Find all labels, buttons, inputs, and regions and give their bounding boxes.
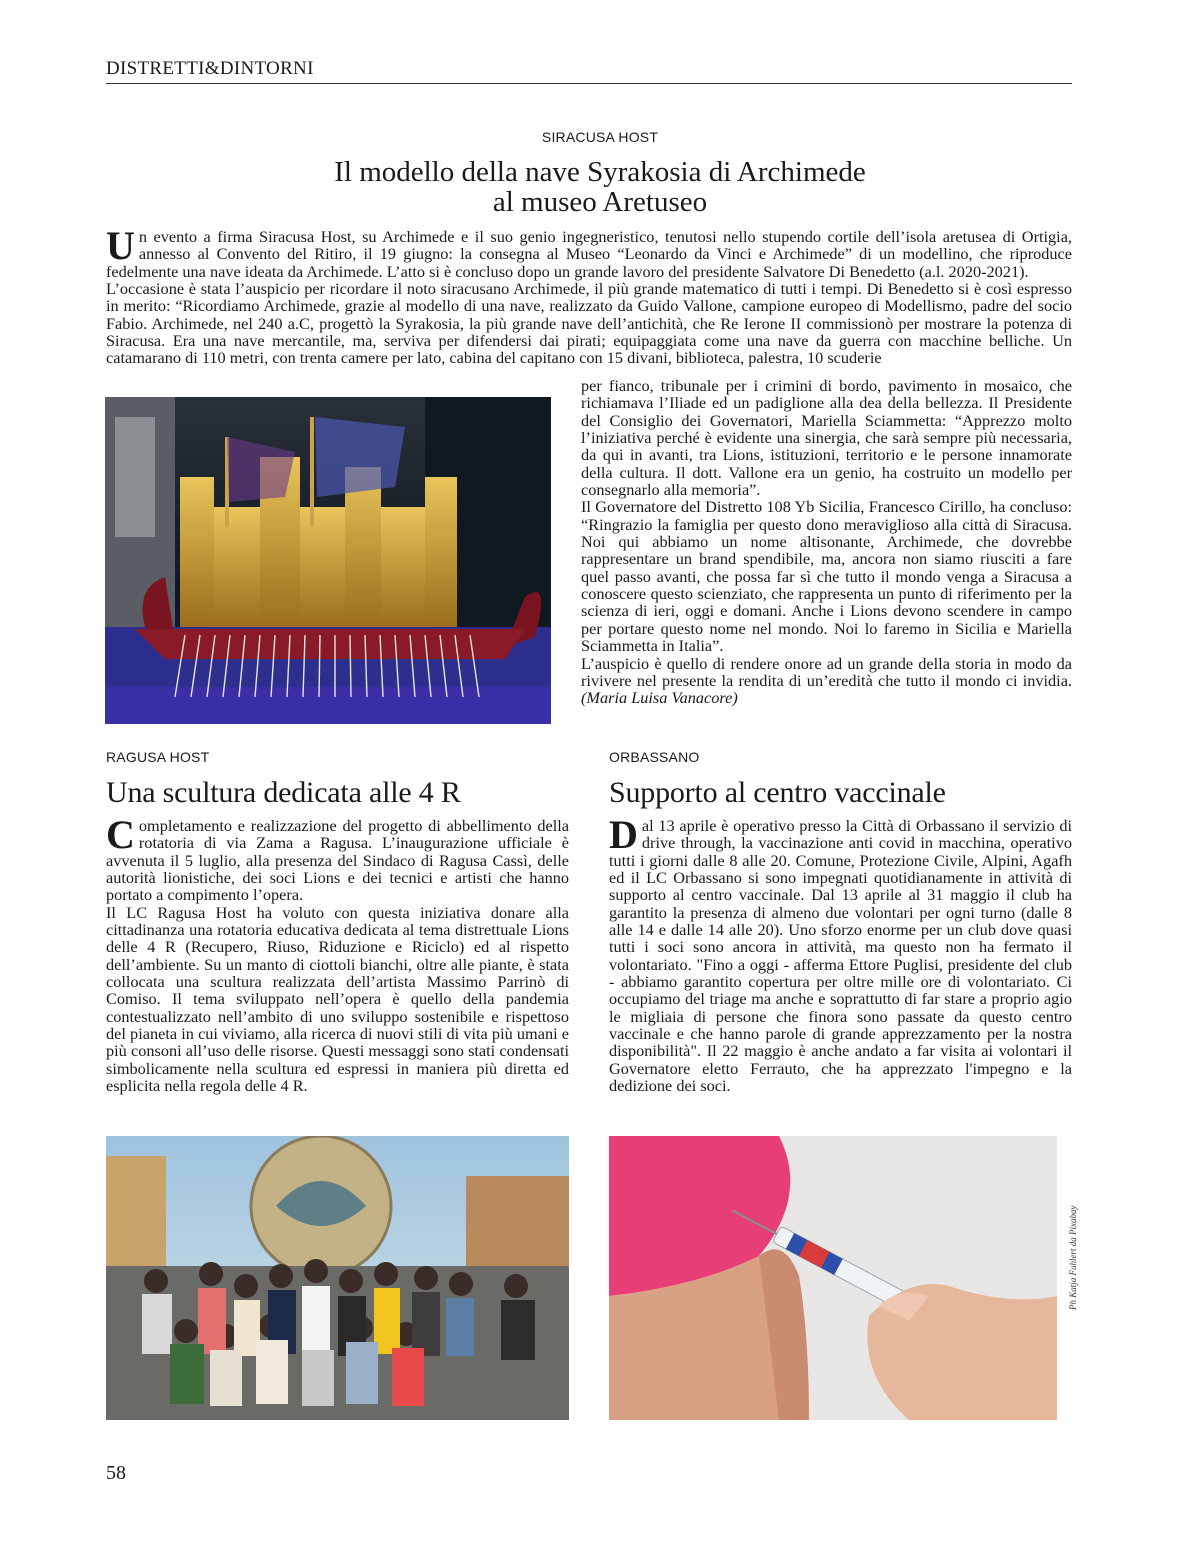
article1-dropcap: U xyxy=(106,223,135,268)
vaccine-photo xyxy=(609,1136,1057,1420)
article1-title xyxy=(0,157,1200,217)
ship-model-photo xyxy=(105,397,551,724)
article3-kicker: ORBASSANO xyxy=(609,749,700,765)
article3-body xyxy=(609,812,1072,1096)
group-photo xyxy=(106,1136,569,1420)
article2-para2: Il LC Ragusa Host ha voluto con questa iniziativa donare alla cittadinanza una rotatoria educativa dedicata al tema distrettuale Lions delle 4 R (Recupero, Riuso, Riduzione e Riciclo) ed al rispetto dell’ambiente. Su un manto di ciottoli bianchi, oltre alle piante, è stata collocata una scultura realizzata dell’artista Massimo Parrinò di Comiso. Il tema sviluppato nell’opera è quello della pandemia contestualizzato nell’ambito di uno sviluppo sostenibile e rispettoso del pianeta in cui viviamo, alla ricerca di nuovi stili di vita più umani e più consoni all’uso delle risorse. Questi messaggi sono stati condensati simbolicamente nella scultura ed espressi in maniera più diretta ed esplicita nella regola delle 4 R. xyxy=(106,902,569,1096)
article1-para2: L’occasione è stata l’auspicio per ricordare il noto siracusano Archimede, il più grande matematico di tutti i tempi. Di Benedetto si è così espresso in merito: “Ricordiamo Archimede, grazie al modello di una nave, realizzato da Guido Vallone, campione europeo di Modellismo, padre del socio Fabio. Archimede, nel 240 a.C, progettò la Syrakosia, la più grande nave dell’antichità, che Re Ierone II commissionò per mostrare la potenza di Siracusa. Era una nave mercantile, ma, serviva per difendersi dai pirati; equipaggiata come una nave da guerra con macchine belliche. Un catamarano di 110 metri, con trenta camere per lato, cabina del capitano con 15 divani, biblioteca, palestra, 10 scuderie xyxy=(106,279,1072,368)
article2-para1: ompletamento e realizzazione del progetto di abbellimento della rotatoria di via Zama a Ragusa. L’inaugurazione ufficiale è avvenuta il 5 luglio, alla presenza del Sindaco di Ragusa Cassì, delle autorità lionistiche, dei soci Lions e dei tecnici e artisti che hanno portato a compimento l’opera. xyxy=(106,816,569,905)
article2-body xyxy=(106,812,569,1096)
article3-dropcap: D xyxy=(609,812,638,857)
article1-column xyxy=(581,377,1072,707)
article1-title-line1: Il modello della nave Syrakosia di Archimede xyxy=(334,156,866,188)
article1-col-para3: L’auspicio è quello di rendere onore ad un grande della storia in modo da rivivere nel presente la rendita di un’eredità che tutto il mondo ci invidia. xyxy=(581,653,1072,690)
section-header: DISTRETTI&DINTORNI xyxy=(106,58,314,79)
page-number: 58 xyxy=(106,1462,126,1484)
article2-dropcap: C xyxy=(106,812,135,857)
photo-credit: Ph Katja Fuhlert da Pixabay xyxy=(1068,1205,1078,1310)
header-rule xyxy=(106,83,1072,84)
article2-kicker: RAGUSA HOST xyxy=(106,749,210,765)
article1-col-para1: per fianco, tribunale per i crimini di bordo, pavimento in mosaico, che richiamava l’Iliade ed un padiglione alla dea della bellezza. Il Presidente del Consiglio dei Governatori, Mariella Sciammetta: “Apprezzo molto l’iniziativa perché è evidente una sinergia, che sarà sempre più necessaria, da qui in avanti, tra Lions, istituzioni, territorio e le persone innamorate della cultura. Il dott. Vallone era un genio, ha costruito un modello per consegnarlo alla memoria”. xyxy=(581,376,1072,500)
article1-col-para2: Il Governatore del Distretto 108 Yb Sicilia, Francesco Cirillo, ha concluso: “Ringrazio la famiglia per questo dono meraviglioso alla città di Siracusa. Noi qui abbiamo un nome altisonante, Archimede, che dovrebbe rappresentare un brand spendibile, ma, ancora non siamo riusciti a fare quel passo avanti, che possa far sì che tutto il mondo venga a Siracusa a conoscere questo scienziato, che rappresenta un punto di riferimento per la scienza di ieri, oggi e domani. Anche i Lions devono scendere in campo per portare questo nome nel mondo. Noi lo faremo in Sicilia e Mariella Sciammetta in Italia”. xyxy=(581,497,1072,656)
article2-title: Una scultura dedicata alle 4 R xyxy=(106,776,461,809)
article1-kicker: SIRACUSA HOST xyxy=(541,129,659,145)
article1-title-line2: al museo Aretuseo xyxy=(492,186,708,218)
article3-title: Supporto al centro vaccinale xyxy=(609,776,946,809)
article1-intro xyxy=(106,223,1072,368)
article1-author: (Maria Luisa Vanacore) xyxy=(581,688,738,708)
article1-para1: n evento a firma Siracusa Host, su Archimede e il suo genio ingegneristico, tenutosi nello stupendo cortile dell’isola aretusea di Ortigia, annesso al Convento del Ritiro, il 19 giugno: la consegna al Museo “Leonardo da Vinci e Archimede” di un modellino, che riproduce fedelmente una nave ideata da Archimede. L’atto si è concluso dopo un grande lavoro del presidente Salvatore Di Benedetto (a.l. 2020-2021). xyxy=(106,227,1072,281)
article3-para1: al 13 aprile è operativo presso la Città di Orbassano il servizio di drive through, la vaccinazione anti covid in macchina, operativo tutti i giorni dalle 8 alle 20. Comune, Protezione Civile, Alpini, Agafh ed il LC Orbassano si sono impegnati quotidianamente in attività di supporto al centro vaccinale. Dal 13 aprile al 31 maggio il club ha garantito la presenza di almeno due volontari per ogni turno (dalle 8 alle 14 e dalle 14 alle 20). Uno sforzo enorme per un club dove quasi tutti i soci sono ancora in attività, ma questo non ha fermato il volontariato. "Fino a oggi - afferma Ettore Puglisi, presidente del club - abbiamo garantito copertura per oltre mille ore di volontariato. Ci occupiamo del triage ma anche e soprattutto di far stare a proprio agio le migliaia di persone che finora sono passate da questo centro vaccinale e che hanno parole di grande apprezzamento per la nostra disponibilità". Il 22 maggio è anche andato a far visita ai volontari il Governatore eletto Ferrauto, che ha apprezzato l'impegno e la dedizione dei soci. xyxy=(609,816,1072,1096)
